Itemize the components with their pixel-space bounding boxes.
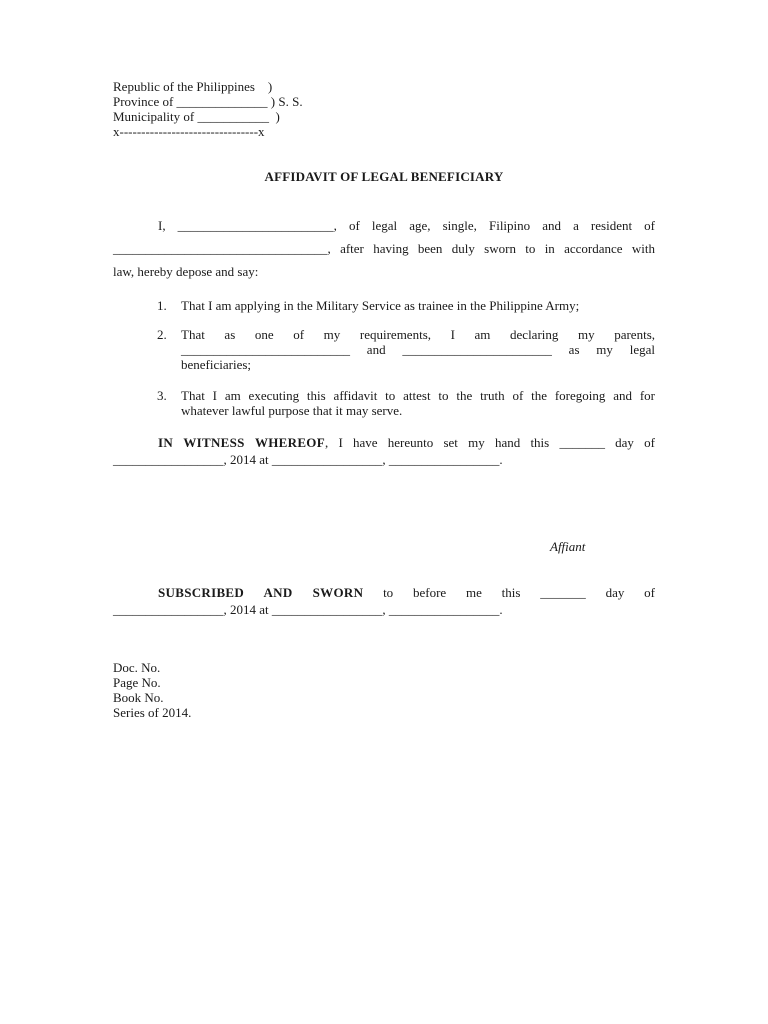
page-no-label: Page No. — [113, 675, 161, 690]
list-item-text — [181, 388, 655, 418]
jurat-lead: SUBSCRIBED AND SWORN — [158, 585, 364, 600]
affiant-label: Affiant — [550, 539, 586, 554]
venue-block — [113, 79, 303, 139]
venue-republic: Republic of the Philippines ) — [113, 79, 273, 94]
intro-line-1: I, ________________________, of legal age, single, Filipino and a resident of — [158, 218, 655, 233]
list-item-line: That as one of my requirements, I am declaring my parents, — [181, 327, 655, 342]
list-item-number: 2. — [157, 327, 167, 342]
list-item-line: That I am executing this affidavit to attest to the truth of the foregoing and for — [181, 388, 655, 403]
witness-line-1 — [113, 434, 655, 451]
list-item-line: __________________________ and _______________________ as my legal — [181, 342, 655, 357]
list-item-text — [181, 298, 655, 313]
list-item-number: 3. — [157, 388, 167, 403]
list-item-number: 1. — [157, 298, 167, 313]
notarial-register-block — [113, 660, 191, 720]
witness-line-2: _________________, 2014 at _________________, _________________. — [113, 452, 503, 467]
jurat-paragraph — [113, 584, 655, 618]
witness-paragraph — [113, 434, 655, 468]
intro-line-3: law, hereby depose and say: — [113, 264, 259, 279]
jurat-line-1 — [113, 584, 655, 601]
intro-paragraph — [113, 214, 655, 283]
intro-line-2: _________________________________, after having been duly sworn to in accordance with — [113, 241, 655, 256]
list-item-line: beneficiaries; — [181, 357, 252, 372]
list-item-line: whatever lawful purpose that it may serve. — [181, 403, 403, 418]
witness-lead: IN WITNESS WHEREOF — [158, 435, 325, 450]
venue-municipality: Municipality of ___________ ) — [113, 109, 280, 124]
doc-no-label: Doc. No. — [113, 660, 161, 675]
list-item-line: That I am applying in the Military Service as trainee in the Philippine Army; — [181, 298, 580, 313]
book-no-label: Book No. — [113, 690, 164, 705]
witness-line-1-rest: , I have hereunto set my hand this _______ day of — [324, 435, 655, 450]
list-item-text — [181, 327, 655, 372]
series-label: Series of 2014. — [113, 705, 192, 720]
venue-separator: x--------------------------------x — [113, 124, 265, 139]
venue-province: Province of ______________ ) S. S. — [113, 94, 303, 109]
jurat-line-1-rest: to before me this _______ day of — [363, 585, 655, 600]
document-title: AFFIDAVIT OF LEGAL BENEFICIARY — [264, 169, 504, 184]
jurat-line-2: _________________, 2014 at _________________, _________________. — [113, 602, 503, 617]
